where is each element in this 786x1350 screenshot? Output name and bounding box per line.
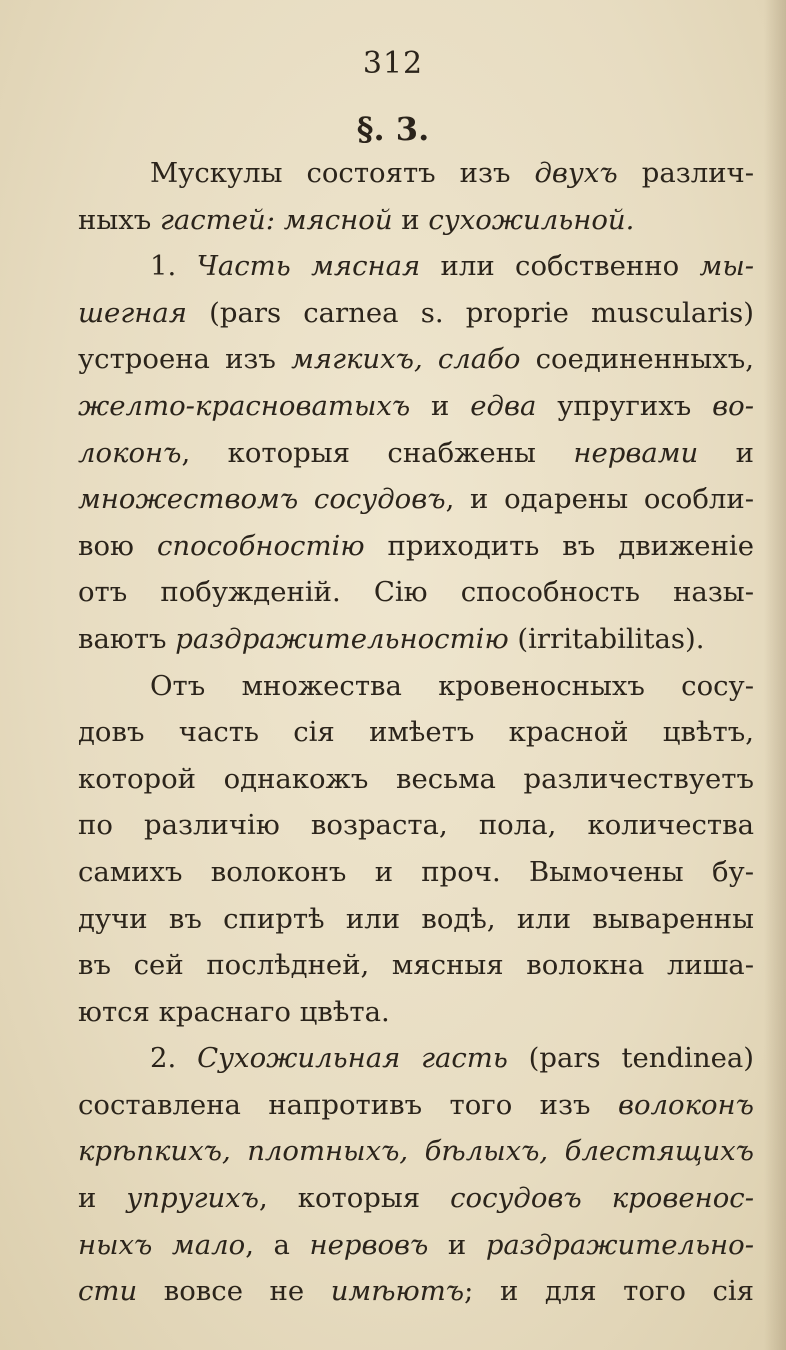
- text-line: [78, 1035, 754, 1082]
- italic-text: во-: [712, 389, 754, 422]
- text-span: , и одарены особли-: [445, 483, 754, 516]
- italic-text: нервами: [573, 436, 699, 469]
- italic-text: множествомъ сосудовъ: [78, 483, 446, 516]
- text-line: [78, 1222, 754, 1269]
- page-number: 312: [362, 46, 424, 81]
- italic-text: нервовъ: [309, 1228, 429, 1261]
- text-span: ваютъ: [78, 622, 176, 655]
- italic-text: гастей: мясной: [159, 203, 393, 236]
- italic-text: раздражительно-: [485, 1228, 754, 1261]
- text-line: [78, 1128, 754, 1175]
- text-line: [78, 336, 754, 383]
- italic-text: едва: [470, 389, 537, 422]
- body-text: [78, 150, 754, 1315]
- italic-text: крѣпкихъ, плотныхъ, бѣлыхъ, блестящихъ: [78, 1135, 754, 1168]
- text-line: [78, 523, 754, 570]
- text-line: [78, 756, 754, 803]
- italic-text: сти: [78, 1275, 138, 1308]
- text-span: самихъ волоконъ и проч. Вымочены бу-: [78, 855, 754, 888]
- text-line: [78, 1175, 754, 1222]
- text-line: [78, 383, 754, 430]
- italic-text: мягкихъ, слабо: [291, 343, 521, 376]
- text-line: [78, 150, 754, 197]
- text-span: , а: [245, 1228, 310, 1261]
- text-span: и: [428, 1228, 486, 1261]
- text-span: отъ побужденій. Сію способность назы-: [78, 576, 754, 609]
- italic-text: волоконъ: [617, 1088, 754, 1121]
- text-span: и: [410, 389, 471, 422]
- text-line: [78, 663, 754, 710]
- text-span: ; и для того сія: [464, 1275, 754, 1308]
- text-span: дучи въ спиртѣ или водѣ, или вываренны: [78, 902, 754, 935]
- italic-text: упругихъ: [126, 1182, 260, 1215]
- text-span: (pars carnea s. proprie muscularis): [186, 296, 754, 329]
- text-span: или собственно: [420, 250, 700, 283]
- text-span: , которыя снабжены: [181, 436, 574, 469]
- text-line: [78, 243, 754, 290]
- text-span: и: [392, 203, 429, 236]
- text-span: въ сей послѣдней, мясныя волокна лиша-: [78, 949, 754, 982]
- italic-text: способностію: [156, 529, 365, 562]
- text-line: [78, 476, 754, 523]
- italic-text: раздражительностію: [175, 622, 509, 655]
- italic-text: локонъ: [78, 436, 182, 469]
- text-line: [78, 896, 754, 943]
- text-span: ныхъ: [78, 203, 160, 236]
- text-span: устроена изъ: [78, 343, 292, 376]
- italic-text: двухъ: [534, 157, 618, 189]
- italic-text: желто-красноватыхъ: [78, 389, 411, 422]
- page-spine-shadow: [764, 0, 786, 1350]
- text-line: [78, 197, 754, 244]
- text-span: (pars tendinea): [507, 1042, 754, 1075]
- section-heading: §. 3.: [356, 110, 430, 148]
- text-span: (irritabilitas).: [508, 622, 705, 655]
- italic-text: мы-: [699, 250, 754, 283]
- italic-text: шегная: [78, 296, 187, 329]
- text-line: [78, 849, 754, 896]
- text-line: [78, 290, 754, 337]
- text-span: вовсе не: [137, 1275, 331, 1308]
- text-span: соединенныхъ,: [520, 343, 754, 376]
- text-span: , которыя: [259, 1182, 451, 1215]
- text-span: вою: [78, 529, 157, 562]
- italic-text: сосудовъ кровенос-: [450, 1182, 754, 1215]
- text-span: 2.: [150, 1042, 198, 1075]
- text-line: [78, 1268, 754, 1315]
- italic-text: Сухожильная гасть: [197, 1042, 508, 1075]
- text-line: [78, 709, 754, 756]
- text-line: [78, 569, 754, 616]
- italic-text: сухожильной.: [428, 203, 635, 236]
- text-span: и: [698, 436, 754, 469]
- text-span: упругихъ: [536, 389, 713, 422]
- italic-text: ныхъ мало: [78, 1228, 246, 1261]
- italic-text: имѣютъ: [330, 1275, 465, 1308]
- text-span: ются краснаго цвѣта.: [78, 995, 390, 1028]
- text-span: составлена напротивъ того изъ: [78, 1088, 618, 1121]
- text-span: и: [78, 1182, 127, 1215]
- text-line: [78, 802, 754, 849]
- text-line: [78, 942, 754, 989]
- text-span: 1.: [150, 250, 197, 283]
- text-line: [78, 616, 754, 663]
- text-span: по различію возраста, пола, количества: [78, 809, 754, 842]
- text-line: [78, 989, 754, 1036]
- text-span: довъ часть сія имѣетъ красной цвѣтъ,: [78, 716, 754, 749]
- text-span: Мускулы состоятъ изъ: [150, 157, 535, 189]
- italic-text: Часть мясная: [196, 250, 421, 283]
- text-line: [78, 430, 754, 477]
- text-span: приходить въ движеніе: [364, 529, 754, 562]
- text-line: [78, 1082, 754, 1129]
- text-span: Отъ множества кровеносныхъ сосу-: [150, 669, 754, 702]
- text-span: различ-: [617, 157, 754, 189]
- text-span: которой однакожъ весьма различествуетъ: [78, 762, 754, 795]
